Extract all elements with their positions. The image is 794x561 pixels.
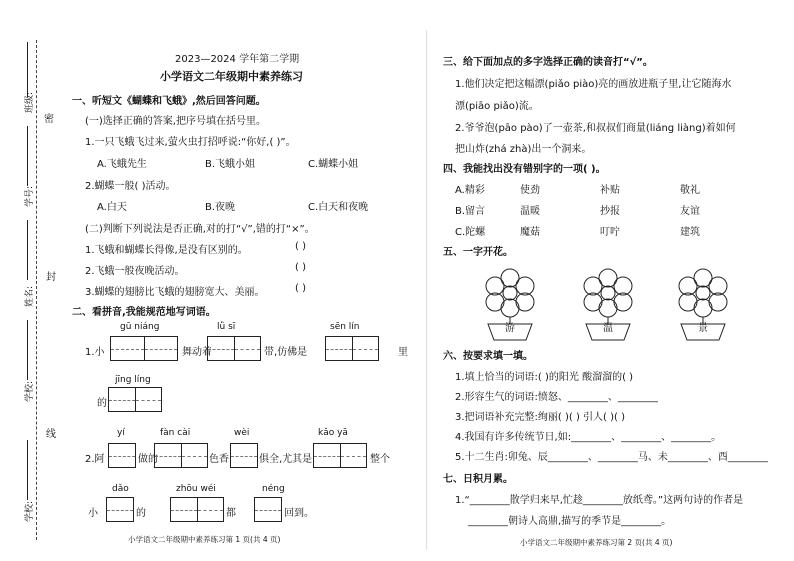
- section-4-title: 四、我能找出没有错别字的一项( )。: [443, 164, 606, 175]
- judge-1: 1.飞蛾和蝴蝶长得像,是没有区别的。: [85, 245, 248, 256]
- school-blank-top: [27, 320, 28, 380]
- s6-q1[interactable]: 1.填上恰当的词语:( )的阳光 酸溜溜的( ): [455, 372, 634, 383]
- s3-q1-line2: 漂(piāo piǎo)流。: [455, 101, 539, 112]
- pinyin-neng: néng: [262, 484, 285, 494]
- seal-char-2: 封: [46, 272, 56, 283]
- id-blank: [27, 126, 28, 186]
- s3-q2-line1: 2.爷爷泡(pāo pào)了一壶茶,和叔叔们商量(liáng liàng)着如何: [455, 123, 736, 134]
- write-grid-fancai[interactable]: [154, 443, 208, 468]
- school-label: 学校:: [25, 380, 36, 403]
- l1-text-d: 的: [97, 398, 107, 409]
- s4-c-2: 魔菇: [520, 227, 540, 238]
- pinyin-daoyu: dǎo: [112, 484, 129, 494]
- judge-2: 2.飞蛾一般夜晚活动。: [85, 266, 185, 277]
- write-grid-wei[interactable]: [230, 443, 258, 468]
- l2-text-f: 的: [136, 508, 146, 519]
- id-label: 学号:: [25, 185, 36, 208]
- pinyin-kaoya: kǎo yā: [318, 428, 348, 438]
- s4-a-1[interactable]: A.精彩: [455, 185, 485, 196]
- left-footer: 小学语文二年级期中素养练习第 1 页(共 4 页): [128, 535, 281, 544]
- flower-char-you: 游: [505, 323, 515, 334]
- q2-option-b[interactable]: B.夜晚: [205, 202, 236, 213]
- l2-text-a: 做的: [138, 454, 158, 465]
- write-grid-senlin[interactable]: [325, 336, 379, 361]
- q2-text: 2.蝴蝶一般( )活动。: [85, 181, 176, 192]
- class-blank: [27, 42, 28, 97]
- pinyin-wei: wèi: [234, 428, 250, 438]
- s4-a-4: 敬礼: [680, 185, 700, 196]
- l2-text-d: 整个: [370, 454, 390, 465]
- write-grid-zhouwei[interactable]: [170, 497, 224, 522]
- l1-text-c: 里: [398, 347, 408, 358]
- pinyin-guniang: gū niáng: [120, 322, 160, 332]
- judge-2-answer[interactable]: ( ): [295, 262, 306, 273]
- q2-option-c[interactable]: C.白天和夜晚: [308, 202, 369, 213]
- pinyin-yi: yí: [117, 428, 125, 438]
- s4-c-4: 建筑: [680, 227, 700, 238]
- write-grid-kaoya[interactable]: [313, 443, 367, 468]
- section-1-title: 一、听短文《蝴蝶和飞蛾》,然后回答问题。: [72, 96, 266, 107]
- s4-c-3: 叮咛: [600, 227, 620, 238]
- flower-char-jing: 景: [698, 323, 708, 334]
- pinyin-zhouwei: zhōu wéi: [176, 484, 216, 494]
- section-7-title: 七、日积月累。: [443, 474, 513, 485]
- judge-1-answer[interactable]: ( ): [295, 241, 306, 252]
- s7-line1[interactable]: 1.“________散学归来早,忙趁________放纸鸢。”这两句诗的作者是: [455, 495, 744, 506]
- judge-3-answer[interactable]: ( ): [295, 283, 306, 294]
- l2-text-g: 都: [226, 508, 236, 519]
- pinyin-senlin: sēn lín: [330, 322, 360, 332]
- seal-char-3: 线: [46, 429, 56, 440]
- binding-strip: [0, 0, 62, 561]
- l2-text-e: 小: [88, 508, 98, 519]
- section-6-title: 六、按要求填一填。: [443, 351, 533, 362]
- section-3-title: 三、给下面加点的多字选择正确的读音打“√”。: [443, 57, 653, 68]
- section-5-title: 五、一字开花。: [443, 247, 513, 258]
- l2-text-c: 俱全,尤其是: [259, 454, 313, 465]
- s4-c-1[interactable]: C.陀螺: [455, 227, 486, 238]
- right-footer: 小学语文二年级期中素养练习第 2 页(共 4 页): [520, 538, 673, 547]
- pinyin-jingling: jīng líng: [115, 375, 151, 385]
- s1-part2-instruction: (二)判断下列说法是否正确,对的打“√”,错的打“×”。: [85, 224, 315, 235]
- class-label: 班级:: [25, 91, 36, 114]
- q1-option-b[interactable]: B.飞蛾小姐: [205, 159, 256, 170]
- judge-3: 3.蝴蝶的翅膀比飞蛾的翅膀宽大、美丽。: [85, 287, 265, 298]
- s6-q4[interactable]: 4.我国有许多传统节日,如:________、________、________。: [455, 432, 722, 443]
- section-2-title: 二、看拼音,我能规范地写词语。: [72, 307, 216, 318]
- s6-q5[interactable]: 5.十二生肖:卯兔、辰________、________马、未________、酉________: [455, 452, 768, 463]
- page-title: 小学语文二年级期中素养练习: [160, 70, 303, 83]
- page-divider: [426, 30, 427, 550]
- name-blank: [27, 220, 28, 280]
- s4-b-1[interactable]: B.留言: [455, 206, 486, 217]
- s1-part1-instruction: (一)选择正确的答案,把序号填在括号里。: [85, 116, 266, 127]
- seal-line: [36, 40, 37, 540]
- s7-line2[interactable]: ________朝诗人高鼎,描写的季节是________。: [468, 516, 672, 527]
- write-grid-yi[interactable]: [108, 443, 136, 468]
- l1-text-b: 带,仿佛是: [264, 347, 308, 358]
- term-heading: 2023—2024 学年第二学期: [175, 54, 300, 65]
- q1-option-c[interactable]: C.蝴蝶小姐: [308, 159, 359, 170]
- s6-q2[interactable]: 2.形容生气的词语:愤怒、________、________: [455, 392, 658, 403]
- name-label: 姓名:: [25, 285, 36, 308]
- seal-char-1: 密: [44, 114, 54, 125]
- s3-q1-line1: 1.他们决定把这幅漂(piǎo piào)亮的画放进瓶子里,让它随海水: [455, 79, 732, 90]
- s4-a-2: 使劲: [520, 185, 540, 196]
- s4-b-4: 友谊: [680, 206, 700, 217]
- s4-a-3: 补贴: [600, 185, 620, 196]
- l2-text-b: 色香: [209, 454, 229, 465]
- l2-text-h: 回到。: [284, 508, 314, 519]
- write-grid-guniang[interactable]: [110, 336, 178, 361]
- s4-b-3: 抄报: [600, 206, 620, 217]
- s6-q3[interactable]: 3.把词语补充完整:绚丽( )( ) 引人( )( ): [455, 412, 626, 423]
- l1-text-a: 舞动着: [182, 347, 212, 358]
- pinyin-lusi: lǜ sī: [217, 322, 236, 332]
- q1-option-a[interactable]: A.飞蛾先生: [97, 159, 147, 170]
- q2-option-a[interactable]: A.白天: [97, 202, 127, 213]
- student-blank: [27, 440, 28, 500]
- school-label-2: 学校:: [25, 500, 36, 523]
- l1-prefix: 1.小: [85, 347, 105, 358]
- s3-q2-line2: 把山炸(zhá zhà)出一个洞来。: [455, 144, 592, 155]
- write-grid-lusi[interactable]: [207, 336, 261, 361]
- write-grid-neng[interactable]: [254, 497, 282, 522]
- write-grid-jingling[interactable]: [108, 387, 162, 412]
- flower-char-wen: 温: [603, 323, 613, 334]
- l2-prefix: 2.阿: [85, 454, 105, 465]
- write-grid-daoyu[interactable]: [106, 497, 134, 522]
- pinyin-fancai: fàn cài: [160, 428, 191, 438]
- q1-text: 1.一只飞蛾飞过来,萤火虫打招呼说:“你好,( )”。: [85, 137, 296, 148]
- s4-b-2: 温暖: [520, 206, 540, 217]
